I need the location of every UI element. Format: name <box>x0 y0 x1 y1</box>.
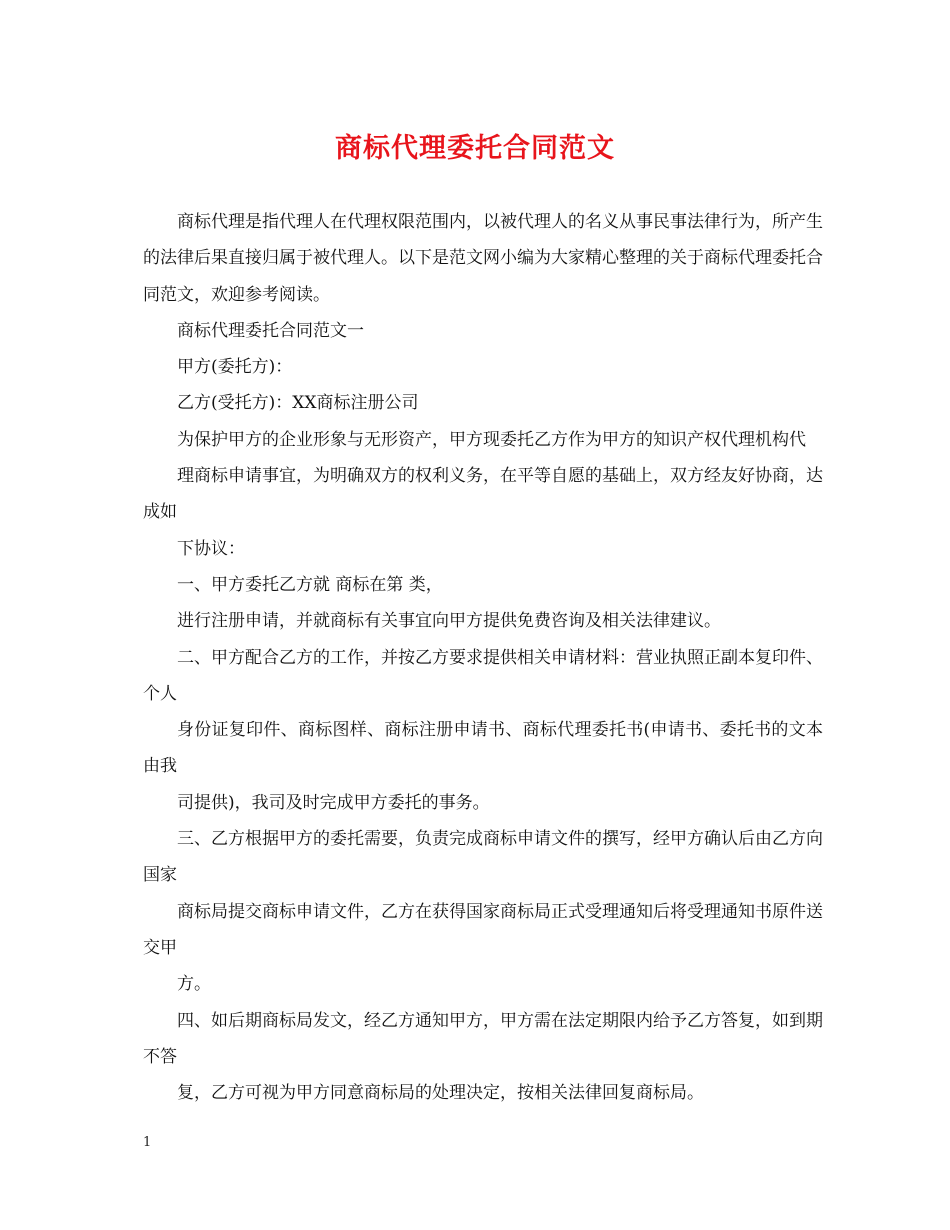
paragraph-heading-sample-one: 商标代理委托合同范文一 <box>177 320 364 341</box>
paragraph-clause-two: 二、甲方配合乙方的工作，并按乙方要求提供相关申请材料：营业执照正副本复印件、个人 <box>143 647 823 704</box>
paragraph-clause-one: 一、甲方委托乙方就 商标在第 类， <box>177 574 443 595</box>
paragraph-clause-two-cont: 身份证复印件、商标图样、商标注册申请书、商标代理委托书(申请书、委托书的文本由我 <box>143 720 823 777</box>
paragraph-clause-three: 三、乙方根据甲方的委托需要，负责完成商标申请文件的撰写，经甲方确认后由乙方向国家 <box>143 829 823 886</box>
document-title: 商标代理委托合同范文 <box>335 133 615 164</box>
paragraph-clause-four-cont: 复，乙方可视为甲方同意商标局的处理决定，按相关法律回复商标局。 <box>177 1083 704 1104</box>
paragraph-purpose: 为保护甲方的企业形象与无形资产，甲方现委托乙方作为甲方的知识产权代理机构代 <box>177 429 806 450</box>
paragraph-intro: 商标代理是指代理人在代理权限范围内，以被代理人的名义从事民事法律行为，所产生的法律后果直接归属于被代理人。以下是范文网小编为大家精心整理的关于商标代理委托合同范文，欢迎参考阅读。 <box>143 212 823 305</box>
paragraph-party-a: 甲方(委托方)： <box>177 357 293 378</box>
paragraph-party-b: 乙方(受托方)：XX商标注册公司 <box>177 393 419 414</box>
paragraph-clause-one-cont: 进行注册申请，并就商标有关事宜向甲方提供免费咨询及相关法律建议。 <box>177 611 721 632</box>
paragraph-agreement-lead: 下协议： <box>177 538 245 559</box>
paragraph-clause-four: 四、如后期商标局发文，经乙方通知甲方，甲方需在法定期限内给予乙方答复，如到期不答 <box>143 1010 823 1067</box>
paragraph-clause-three-cont: 商标局提交商标申请文件，乙方在获得国家商标局正式受理通知后将受理通知书原件送交甲 <box>143 901 823 958</box>
paragraph-purpose-cont: 理商标申请事宜，为明确双方的权利义务，在平等自愿的基础上，双方经友好协商，达成如 <box>143 466 823 523</box>
page-number: 1 <box>143 1135 152 1150</box>
paragraph-clause-two-end: 司提供)，我司及时完成甲方委托的事务。 <box>177 792 490 813</box>
document-body <box>143 204 823 1111</box>
paragraph-clause-three-end: 方。 <box>177 974 211 995</box>
